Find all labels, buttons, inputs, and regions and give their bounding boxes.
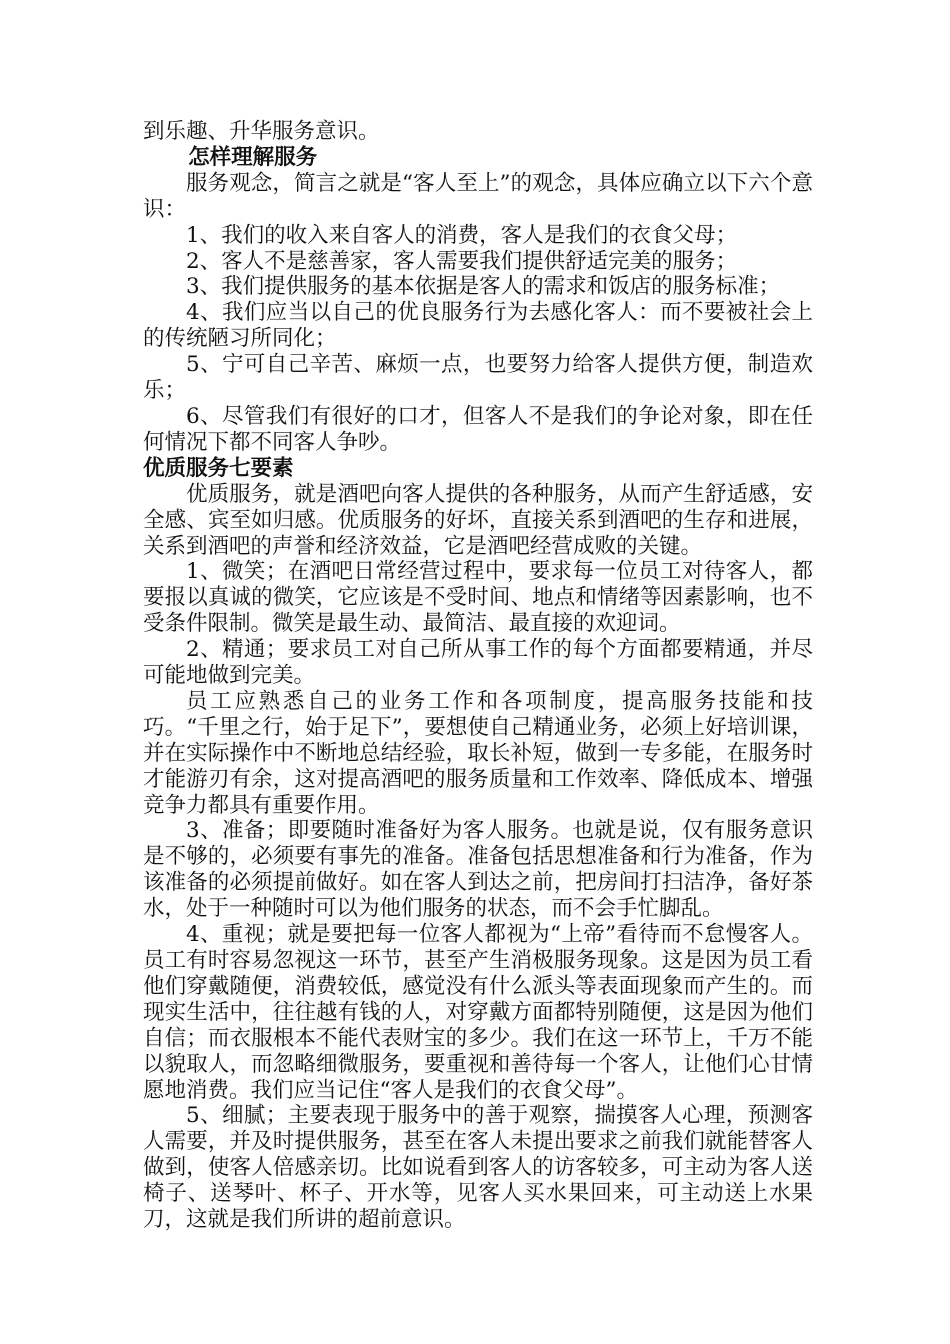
list-item-5: 5、宁可自己辛苦、麻烦一点，也要努力给客人提供方便，制造欢乐； — [143, 352, 813, 404]
list-item-4: 4、我们应当以自己的优良服务行为去感化客人：而不要被社会上的传统陋习所同化； — [143, 300, 813, 352]
section-heading-understand-service: 怎样理解服务 — [188, 144, 318, 170]
list-item-3: 3、我们提供服务的基本依据是客人的需求和饭店的服务标准； — [186, 274, 781, 300]
list-item-1: 1、我们的收入来自客人的消费，客人是我们的衣食父母； — [186, 222, 738, 248]
document-body — [143, 119, 813, 1233]
element-meticulous: 5、细腻；主要表现于服务中的善于观察，揣摸客人心理，预测客人需要，并及时提供服务，甚至在客人未提出要求之前我们就能替客人做到，使客人倍感亲切。比如说看到客人的访客较多，可主动为客人送椅子、送琴叶、杯子、开水等，见客人买水果回来，可主动送上水果刀，这就是我们所讲的超前意识。 — [143, 1103, 813, 1233]
paragraph-continuation: 到乐趣、升华服务意识。 — [143, 119, 380, 144]
element-proficiency: 2、精通；要求员工对自己所从事工作的每个方面都要精通，并尽可能地做到完美。 — [143, 637, 813, 689]
paragraph-service-concept: 服务观念，简言之就是“客人至上”的观念，具体应确立以下六个意识： — [143, 170, 813, 222]
list-item-6: 6、尽管我们有很好的口才，但客人不是我们的争论对象，即在任何情况下都不同客人争吵。 — [143, 403, 813, 455]
element-smile: 1、微笑；在酒吧日常经营过程中，要求每一位员工对待客人，都要报以真诚的微笑，它应该是不受时间、地点和情绪等因素影响，也不受条件限制。微笑是最生动、最简洁、最直接的欢迎词。 — [143, 559, 813, 637]
list-item-2: 2、客人不是慈善家，客人需要我们提供舒适完美的服务； — [186, 248, 738, 274]
paragraph-quality-service: 优质服务，就是酒吧向客人提供的各种服务，从而产生舒适感，安全感、宾至如归感。优质服务的好坏，直接关系到酒吧的生存和进展，关系到酒吧的声誉和经济效益，它是酒吧经营成败的关键。 — [143, 481, 813, 559]
element-preparation: 3、准备；即要随时准备好为客人服务。也就是说，仅有服务意识是不够的，必须要有事先的准备。准备包括思想准备和行为准备，作为该准备的必须提前做好。如在客人到达之前，把房间打扫洁净，备好茶水，处于一种随时可以为他们服务的状态，而不会手忙脚乱。 — [143, 818, 813, 922]
section-heading-seven-elements: 优质服务七要素 — [143, 455, 294, 481]
paragraph-staff-skills: 员工应熟悉自己的业务工作和各项制度，提高服务技能和技巧。“千里之行，始于足下”，要想使自己精通业务，必须上好培训课，并在实际操作中不断地总结经验，取长补短，做到一专多能，在服务时才能游刃有余，这对提高酒吧的服务质量和工作效率、降低成本、增强竞争力都具有重要作用。 — [143, 688, 813, 818]
element-attention: 4、重视；就是要把每一位客人都视为“上帝”看待而不怠慢客人。员工有时容易忽视这一环节，甚至产生消极服务现象。这是因为员工看他们穿戴随便，消费较低，感觉没有什么派头等表面现象而产生的。而现实生活中，往往越有钱的人，对穿戴方面都特别随便，这是因为他们自信；而衣服根本不能代表财宝的多少。我们在这一环节上，千万不能以貌取人，而忽略细微服务，要重视和善待每一个客人，让他们心甘情愿地消费。我们应当记住“客人是我们的衣食父母”。 — [143, 922, 813, 1103]
